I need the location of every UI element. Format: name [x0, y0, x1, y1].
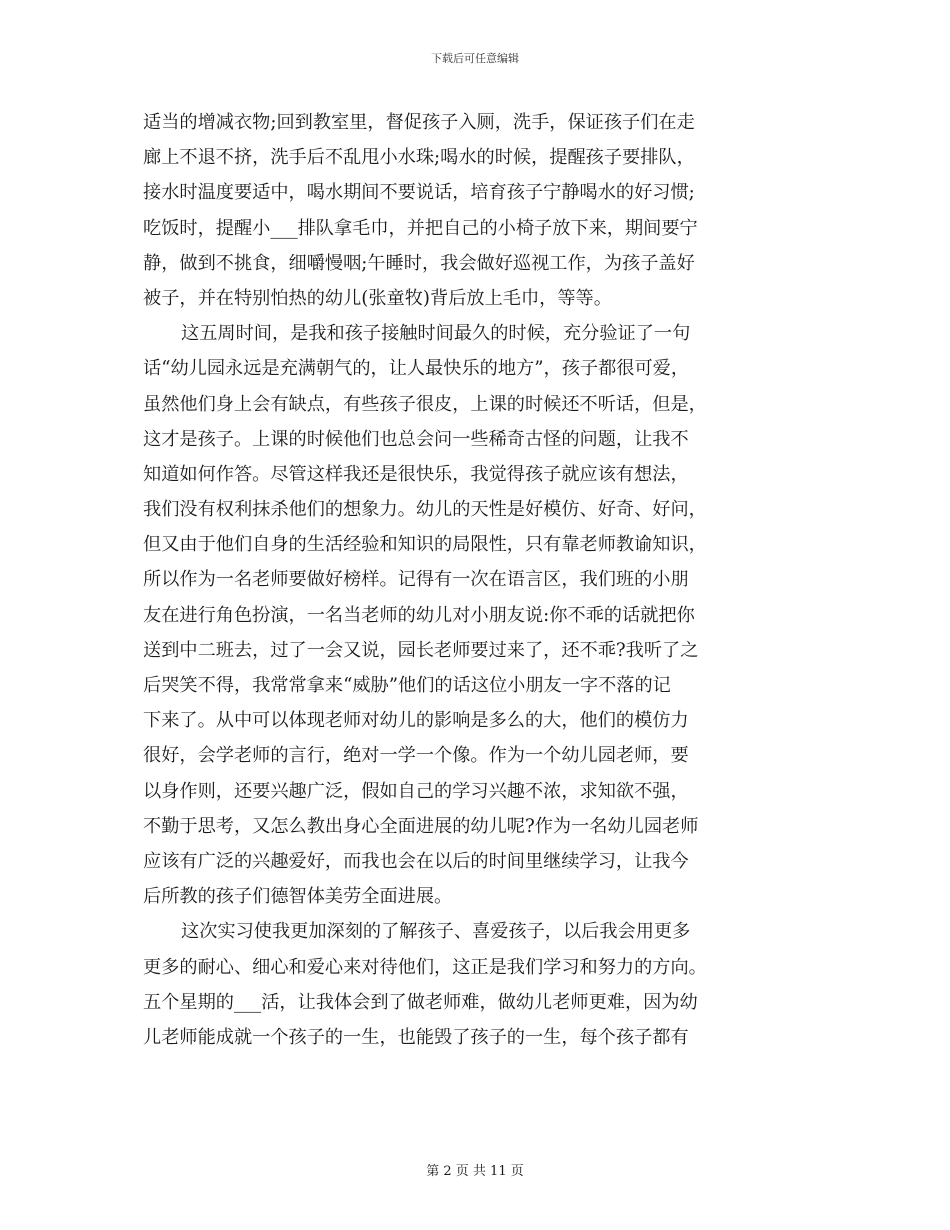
document-body: [143, 105, 808, 1055]
text-line: 虽然他们身上会有缺点，有些孩子很皮，上课的时候还不听话，但是，: [143, 393, 707, 415]
text-line: 我们没有权利抹杀他们的想象力。幼儿的天性是好模仿、好奇、好问，: [143, 499, 707, 521]
paragraph-start-line: 这五周时间，是我和孩子接触时间最久的时候，充分验证了一句: [181, 323, 691, 345]
text-line: 更多的耐心、细心和爱心来对待他们，这正是我们学习和努力的方向。: [143, 956, 707, 978]
text-line: 被子，并在特别怕热的幼儿(张童牧)背后放上毛巾，等等。: [143, 287, 612, 309]
text-line: 吃饭时，提醒小___排队拿毛巾，并把自己的小椅子放下来，期间要宁: [143, 217, 698, 239]
text-line: 五个星期的___活，让我体会到了做老师难，做幼儿老师更难，因为幼: [143, 991, 698, 1013]
page-header: 下载后可任意编辑: [431, 52, 519, 65]
text-line: 以身作则，还要兴趣广泛，假如自己的学习兴趣不浓，求知欲不强，: [143, 780, 689, 802]
text-line: 但又由于他们自身的生活经验和知识的局限性，只有靠老师教谕知识，: [143, 534, 707, 556]
text-line: 后所教的孩子们德智体美劳全面进展。: [143, 886, 453, 908]
text-line: 下来了。从中可以体现老师对幼儿的影响是多么的大，他们的模仿力: [143, 710, 689, 732]
text-line: 儿老师能成就一个孩子的一生，也能毁了孩子的一生，每个孩子都有: [143, 1026, 689, 1048]
text-line: 所以作为一名老师要做好榜样。记得有一次在语言区，我们班的小朋: [143, 569, 689, 591]
text-line: 后哭笑不得，我常常拿来“威胁”他们的话这位小朋友一字不落的记: [143, 675, 671, 696]
text-line: 这才是孩子。上课的时候他们也总会问一些稀奇古怪的问题，让我不: [143, 428, 689, 450]
text-line: 应该有广泛的兴趣爱好，而我也会在以后的时间里继续学习，让我今: [143, 850, 689, 872]
text-line: 接水时温度要适中，喝水期间不要说话，培育孩子宁静喝水的好习惯;: [143, 182, 695, 204]
text-line: 不勤于思考，又怎么教出身心全面进展的幼儿呢?作为一名幼儿园老师: [143, 815, 699, 837]
text-line: 知道如何作答。尽管这样我还是很快乐，我觉得孩子就应该有想法，: [143, 463, 689, 485]
text-line: 话“幼儿园永远是充满朝气的，让人最快乐的地方”，孩子都很可爱，: [143, 358, 690, 380]
text-line: 静，做到不挑食，细嚼慢咽;午睡时，我会做好巡视工作，为孩子盖好: [143, 252, 695, 274]
text-line: 友在进行角色扮演，一名当老师的幼儿对小朋友说:你不乖的话就把你: [143, 604, 695, 626]
page-number-footer: 第 2 页 共 11 页: [426, 1164, 524, 1179]
text-line: 送到中二班去，过了一会又说，园长老师要过来了，还不乖?我听了之: [143, 639, 699, 661]
paragraph-start-line: 这次实习使我更加深刻的了解孩子、喜爱孩子，以后我会用更多: [181, 921, 691, 943]
text-line: 廊上不退不挤，洗手后不乱甩小水珠;喝水的时候，提醒孩子要排队，: [143, 147, 695, 169]
text-line: 很好，会学老师的言行，绝对一学一个像。作为一个幼儿园老师，要: [143, 745, 689, 767]
text-line: 适当的增减衣物;回到教室里，督促孩子入厕，洗手，保证孩子们在走: [143, 112, 695, 133]
